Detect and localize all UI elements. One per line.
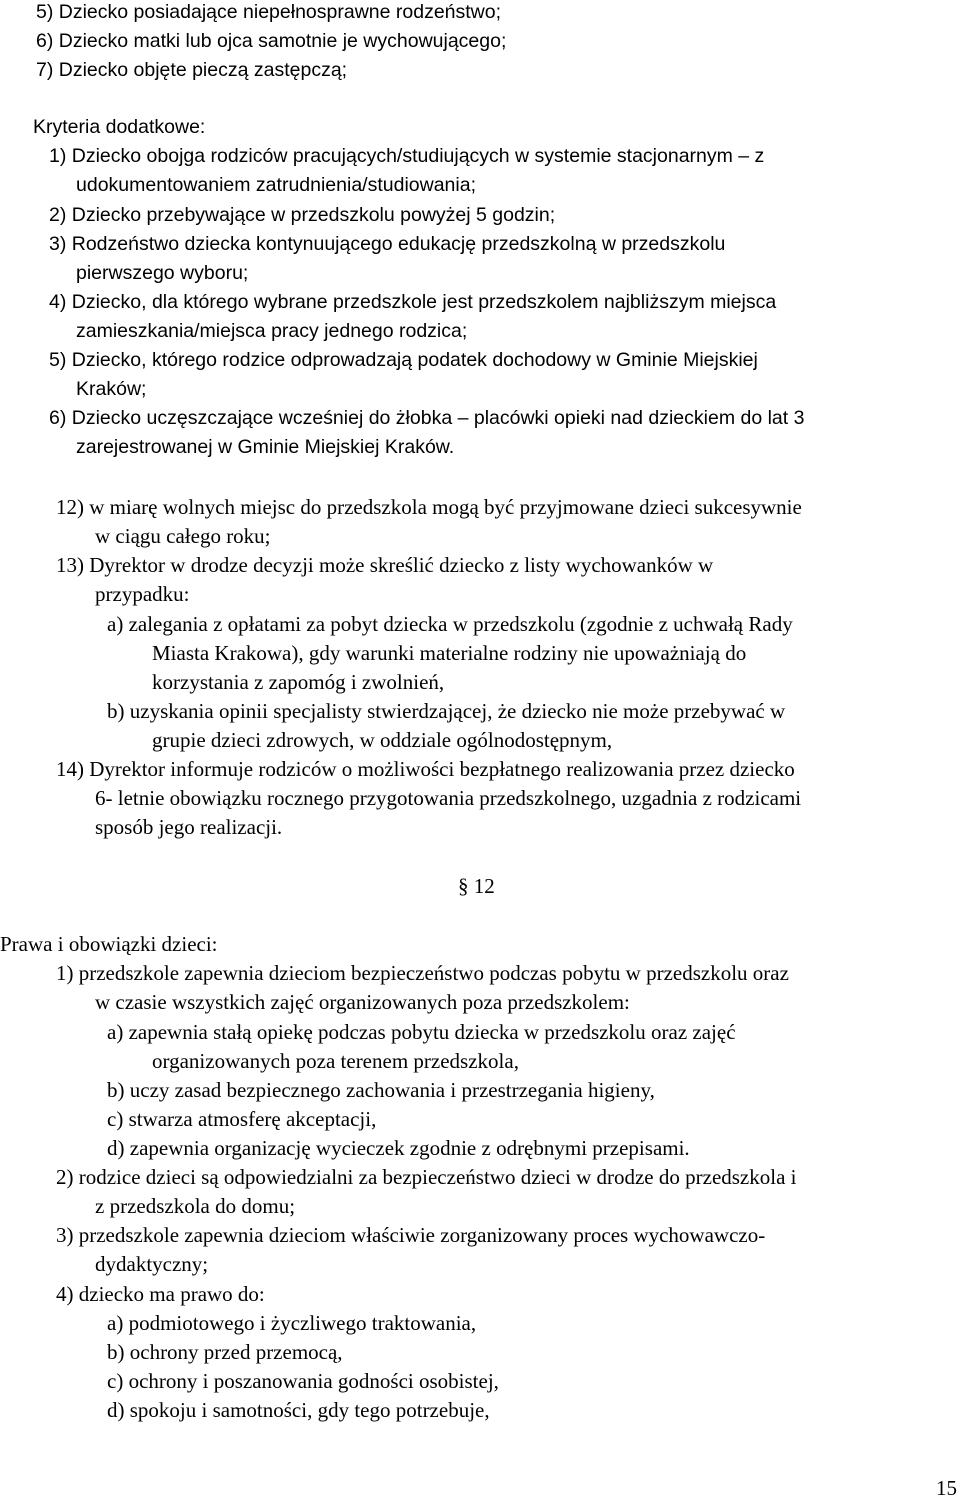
text-line: b) uczy zasad bezpiecznego zachowania i przestrzegania higieny, <box>107 1078 655 1102</box>
text-line: 1) Dziecko obojga rodziców pracujących/studiujących w systemie stacjonarnym – z <box>49 145 765 167</box>
text-line: w ciągu całego roku; <box>95 524 271 548</box>
text-line: 6) Dziecko matki lub ojca samotnie je wychowującego; <box>36 30 507 52</box>
text-line: a) zalegania z opłatami za pobyt dziecka w przedszkolu (zgodnie z uchwałą Rady <box>107 612 793 636</box>
text-line: 5) Dziecko, którego rodzice odprowadzają podatek dochodowy w Gminie Miejskiej <box>49 349 758 371</box>
text-line: 2) Dziecko przebywające w przedszkolu powyżej 5 godzin; <box>49 204 556 226</box>
text-line: b) uzyskania opinii specjalisty stwierdzającej, że dziecko nie może przebywać w <box>107 699 786 723</box>
text-line: a) zapewnia stałą opiekę podczas pobytu dziecka w przedszkolu oraz zajęć <box>107 1020 736 1044</box>
text-line: przypadku: <box>95 582 190 606</box>
text-line: grupie dzieci zdrowych, w oddziale ogólnodostępnym, <box>152 728 613 752</box>
text-line: 14) Dyrektor informuje rodziców o możliwości bezpłatnego realizowania przez dziecko <box>56 757 795 781</box>
text-line: udokumentowaniem zatrudnienia/studiowania; <box>76 174 476 196</box>
text-line: 6- letnie obowiązku rocznego przygotowania przedszkolnego, uzgadnia z rodzicami <box>95 786 802 810</box>
text-line: b) ochrony przed przemocą, <box>107 1340 343 1364</box>
text-line: d) zapewnia organizację wycieczek zgodnie z odrębnymi przepisami. <box>107 1136 690 1160</box>
text-line: 2) rodzice dzieci są odpowiedzialni za bezpieczeństwo dzieci w drodze do przedszkola i <box>56 1165 797 1189</box>
text-line: a) podmiotowego i życzliwego traktowania, <box>107 1311 477 1335</box>
text-line: 5) Dziecko posiadające niepełnosprawne rodzeństwo; <box>36 1 502 23</box>
paragraph-heading: § 12 <box>458 874 495 898</box>
text-line: Miasta Krakowa), gdy warunki materialne rodziny nie upoważniają do <box>152 641 747 665</box>
section-heading: Prawa i obowiązki dzieci: <box>0 932 218 956</box>
text-line: 3) przedszkole zapewnia dzieciom właściwie zorganizowany proces wychowawczo- <box>56 1223 766 1247</box>
text-line: 12) w miarę wolnych miejsc do przedszkola mogą być przyjmowane dzieci sukcesywnie <box>56 495 802 519</box>
text-line: pierwszego wyboru; <box>76 262 249 284</box>
text-line: 7) Dziecko objęte pieczą zastępczą; <box>36 59 348 81</box>
text-line: c) stwarza atmosferę akceptacji, <box>107 1107 377 1131</box>
text-line: organizowanych poza terenem przedszkola, <box>152 1049 519 1073</box>
text-line: z przedszkola do domu; <box>95 1194 296 1218</box>
text-line: w czasie wszystkich zajęć organizowanych poza przedszkolem: <box>95 990 630 1014</box>
text-line: 3) Rodzeństwo dziecka kontynuującego edukację przedszkolną w przedszkolu <box>49 233 726 255</box>
text-line: zamieszkania/miejsca pracy jednego rodzica; <box>76 320 468 342</box>
text-line: d) spokoju i samotności, gdy tego potrzebuje, <box>107 1398 490 1422</box>
text-line: 6) Dziecko uczęszczające wcześniej do żłobka – placówki opieki nad dzieckiem do lat 3 <box>49 407 805 429</box>
page-number: 15 <box>936 1476 957 1500</box>
text-line: dydaktyczny; <box>95 1252 209 1276</box>
text-line: 1) przedszkole zapewnia dzieciom bezpieczeństwo podczas pobytu w przedszkolu oraz <box>56 961 789 985</box>
text-line: sposób jego realizacji. <box>95 815 283 839</box>
text-line: zarejestrowanej w Gminie Miejskiej Kraków. <box>76 436 455 458</box>
text-line: 4) dziecko ma prawo do: <box>56 1282 265 1306</box>
text-line: Kraków; <box>76 378 147 400</box>
text-line: 4) Dziecko, dla którego wybrane przedszkole jest przedszkolem najbliższym miejsca <box>49 291 777 313</box>
text-line: 13) Dyrektor w drodze decyzji może skreślić dziecko z listy wychowanków w <box>56 553 714 577</box>
section-heading: Kryteria dodatkowe: <box>33 116 206 138</box>
text-line: c) ochrony i poszanowania godności osobistej, <box>107 1369 499 1393</box>
text-line: korzystania z zapomóg i zwolnień, <box>152 670 445 694</box>
